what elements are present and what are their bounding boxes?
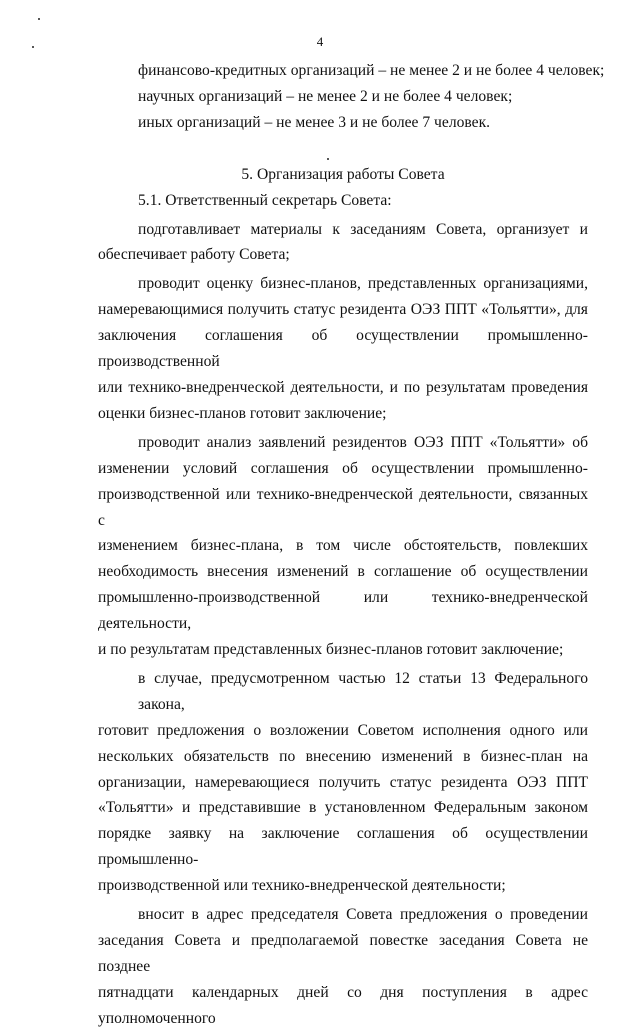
intro-list	[98, 58, 605, 136]
paragraph-line: производственной или технико-внедренческой деятельности;	[98, 877, 506, 895]
paragraph-business-plan-evaluation	[98, 271, 588, 426]
paragraph-line: оценки бизнес-планов готовит заключение;	[98, 404, 387, 422]
paragraph-line: подготавливает материалы к заседаниям Совета, организует и	[138, 220, 588, 238]
paragraph-line: в случае, предусмотренном частью 12 статьи 13 Федерального закона,	[138, 669, 588, 713]
intro-line: финансово-кредитных организаций – не менее 2 и не более 4 человек;	[138, 62, 605, 79]
paragraph-line: организации, намеревающиеся получить статус резидента ОЭЗ ППТ	[98, 773, 588, 791]
paragraph-line: намеревающимися получить статус резидента ОЭЗ ППТ «Тольятти», для	[98, 301, 588, 319]
paragraph-line: готовит предложения о возложении Советом исполнения одного или	[98, 721, 588, 739]
paragraph-line: изменением бизнес-плана, в том числе обстоятельств, повлекших	[98, 537, 588, 555]
intro-line: научных организаций – не менее 2 и не более 4 человек;	[138, 87, 513, 105]
paragraph-line: «Тольятти» и представившие в установленном Федеральным законом	[98, 799, 588, 817]
paragraph-obligations-proposals	[98, 666, 588, 899]
paragraph-line: производственной или технико-внедренческой деятельности, связанных с	[98, 485, 588, 529]
paragraph-line: пятнадцати календарных дней со дня поступления в адрес уполномоченного	[98, 983, 588, 1027]
paragraph-prepares-materials	[98, 217, 588, 269]
paragraph-line: заключения соглашения об осуществлении промышленно-производственной	[98, 327, 588, 371]
scan-speck	[38, 18, 40, 20]
paragraph-line: нескольких обязательств по внесению изменений в бизнес-план на	[98, 747, 588, 765]
page-number: 4	[316, 34, 324, 49]
paragraph-line: вносит в адрес председателя Совета предложения о проведении	[138, 906, 588, 924]
paragraph-application-analysis	[98, 430, 588, 663]
paragraph-line: изменении условий соглашения об осуществлении промышленно-	[98, 459, 588, 477]
paragraph-line: промышленно-производственной или технико-внедренческой деятельности,	[98, 589, 588, 633]
paragraph-line: обеспечивает работу Совета;	[98, 246, 290, 264]
paragraph-line: проводит анализ заявлений резидентов ОЭЗ ППТ «Тольятти» об	[138, 433, 588, 451]
paragraph-line: проводит оценку бизнес-планов, представленных организациями,	[138, 275, 588, 293]
section-heading: 5. Организация работы Совета	[241, 165, 445, 183]
intro-line: иных организаций – не менее 3 и не более 7 человек.	[138, 113, 491, 131]
paragraph-line: необходимость внесения изменений в соглашение об осуществлении	[98, 563, 588, 581]
paragraph-line: или технико-внедренческой деятельности, и по результатам проведения	[98, 378, 588, 396]
paragraph-line: заседания Совета и предполагаемой повестке заседания Совета не позднее	[98, 932, 588, 975]
paragraph-line: порядке заявку на заключение соглашения об осуществлении промышленно-	[98, 825, 588, 869]
paragraph-line: и по результатам представленных бизнес-планов готовит заключение;	[98, 641, 564, 659]
subsection-title: 5.1. Ответственный секретарь Совета:	[138, 191, 392, 209]
paragraph-meeting-proposals	[98, 902, 588, 1032]
document-body	[98, 58, 605, 1032]
